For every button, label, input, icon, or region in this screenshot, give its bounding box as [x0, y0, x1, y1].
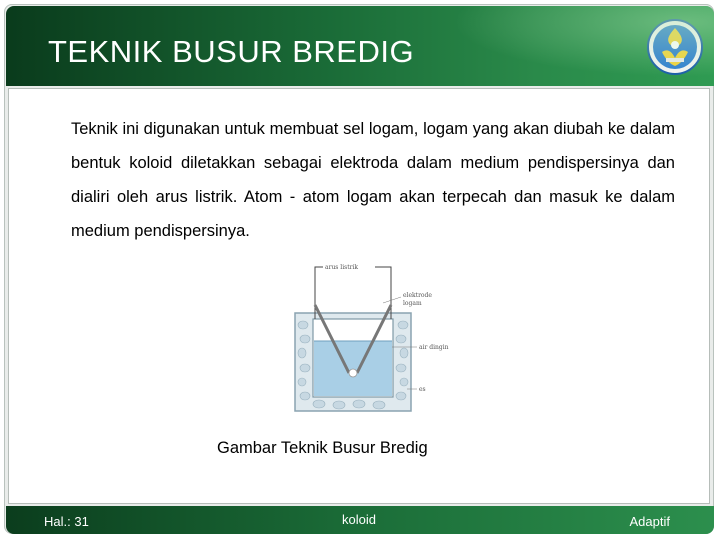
label-arus-listrik: arus listrik — [325, 264, 359, 271]
label-logam: logam — [403, 300, 422, 307]
tut-wuri-handayani-logo-icon — [646, 18, 704, 76]
footer-topic: koloid — [342, 512, 376, 527]
label-elektrode: elektrode — [403, 292, 432, 299]
slide-footer — [6, 506, 714, 534]
slide-header — [6, 6, 714, 86]
label-air-dingin: air dingin — [419, 344, 449, 351]
page-number: Hal.: 31 — [44, 514, 89, 529]
footer-label: Adaptif — [629, 514, 670, 529]
slide-title: TEKNIK BUSUR BREDIG — [48, 34, 415, 69]
content-box — [8, 88, 710, 504]
bredig-arc-apparatus-figure — [279, 255, 459, 417]
description-paragraph: Teknik ini digunakan untuk membuat sel logam, logam yang akan diubah ke dalam bentuk koloid diletakkan sebagai elektroda dalam medium pendispersinya dan dialiri oleh arus listrik. Atom - atom logam akan terpecah dan masuk ke dalam medium pendispersinya. — [71, 120, 675, 240]
figure-caption: Gambar Teknik Busur Bredig — [217, 439, 428, 457]
label-es: es — [419, 386, 426, 393]
